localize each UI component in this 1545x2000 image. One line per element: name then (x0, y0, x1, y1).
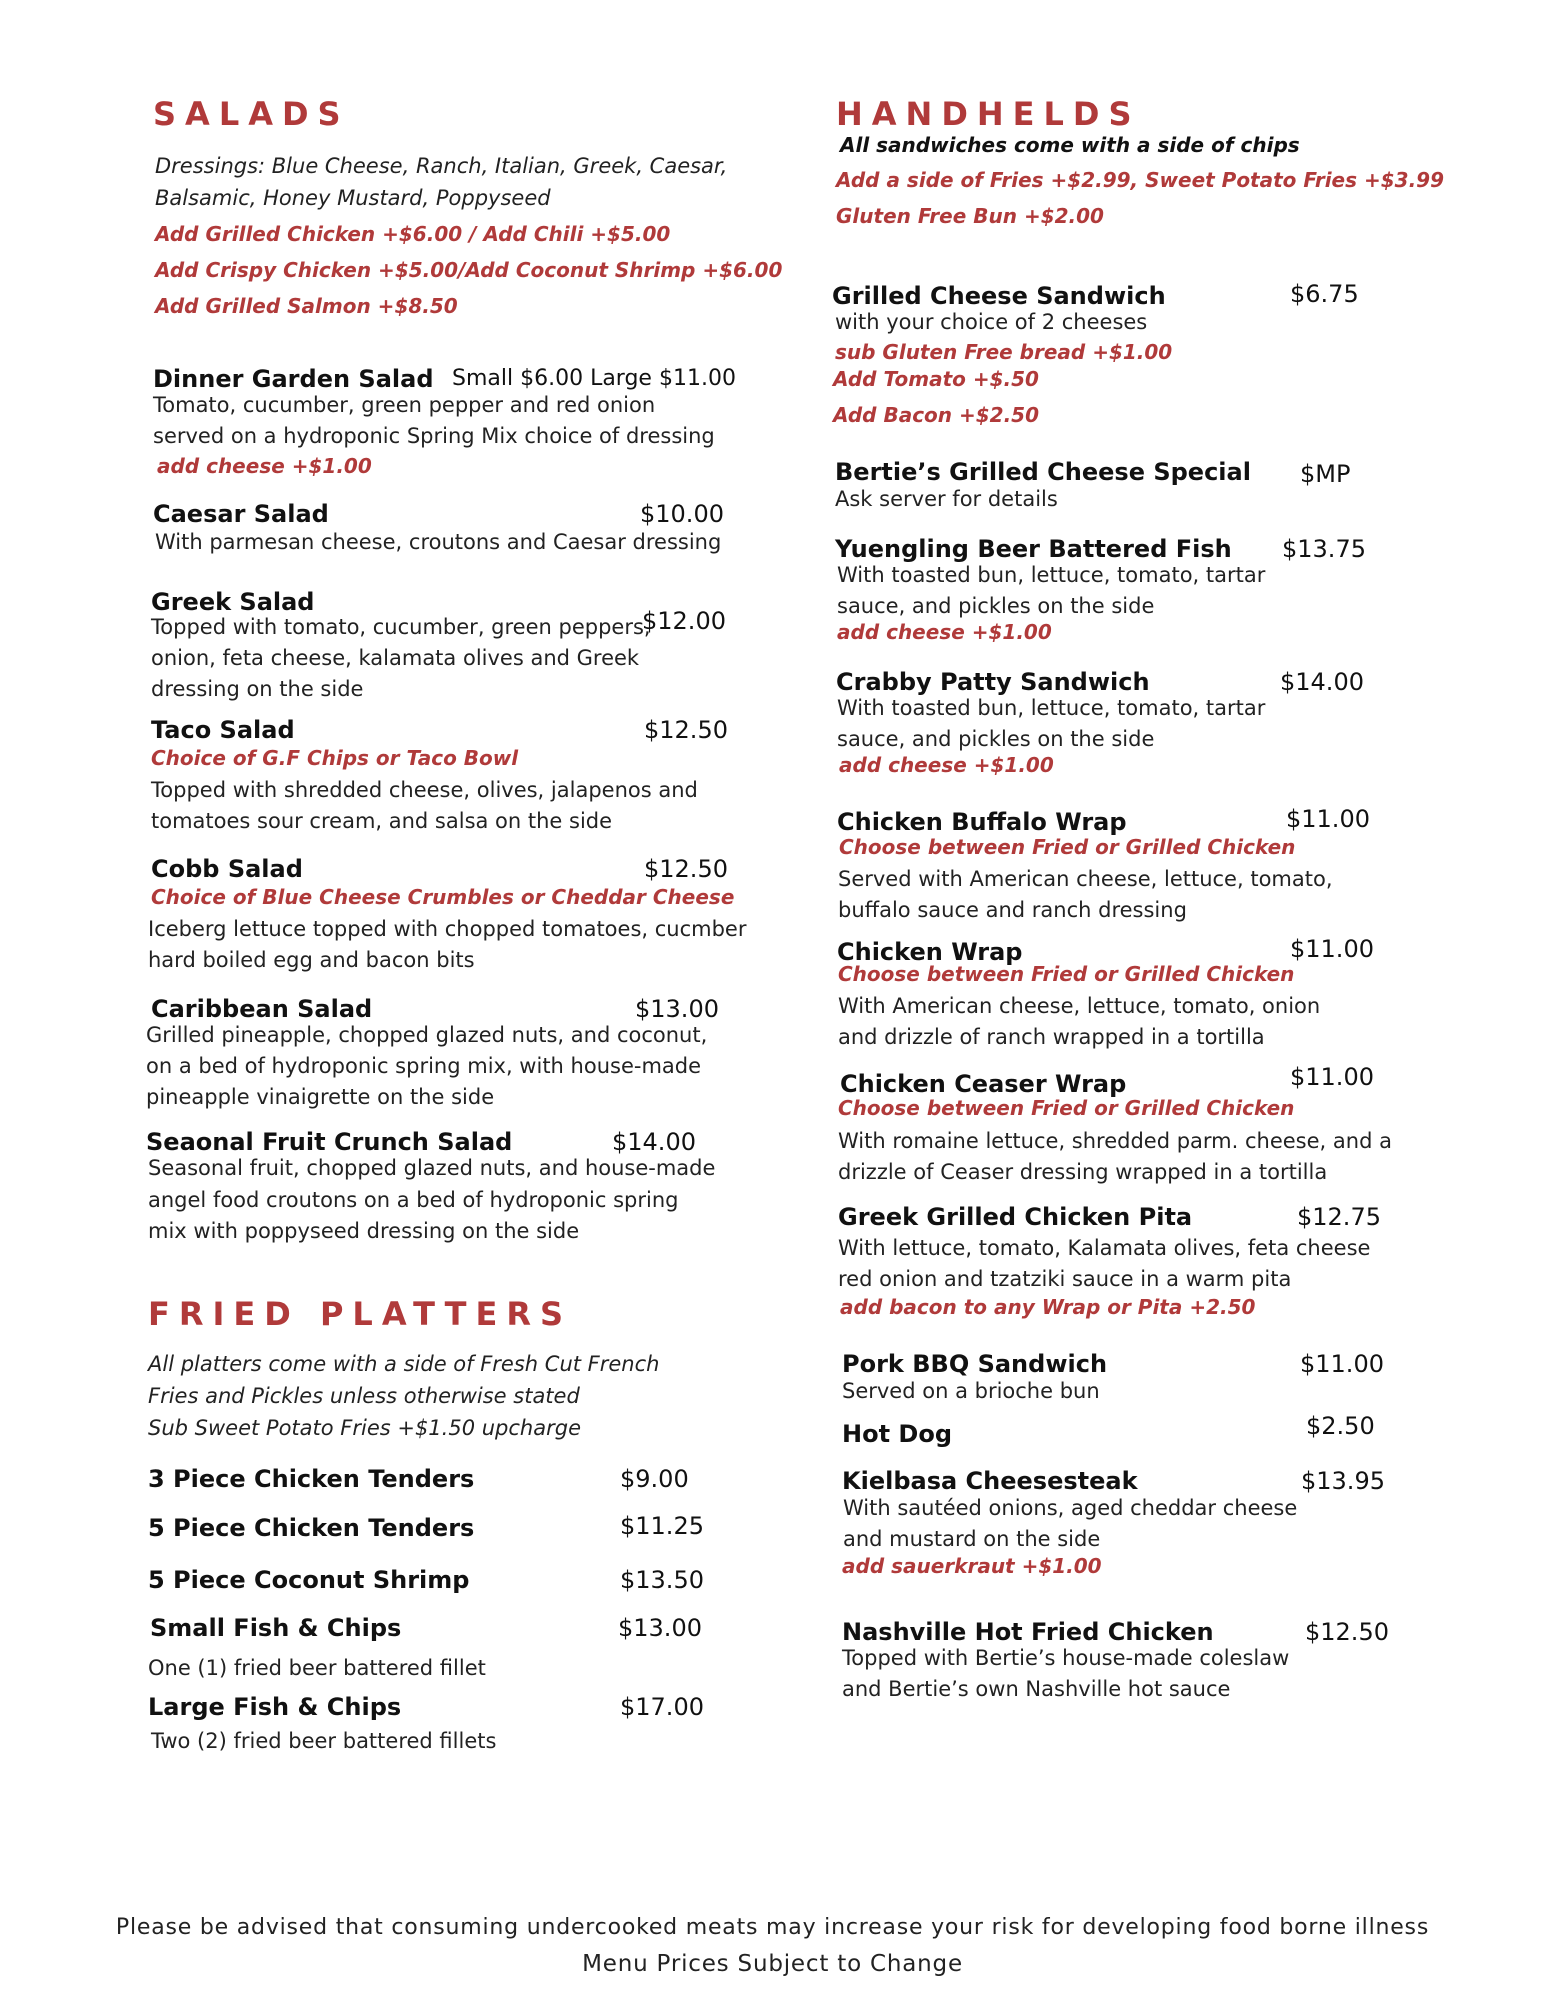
item-name: 3 Piece Chicken Tenders (148, 1465, 475, 1493)
item-price: $12.50 (1305, 1618, 1389, 1646)
item-name: Chicken Buffalo Wrap (837, 808, 1127, 836)
item-desc: Grilled pineapple, chopped glazed nuts, and coconut, (146, 1023, 708, 1047)
handhelds-subtitle: All sandwiches come with a side of chips (840, 133, 1300, 157)
fried-intro-3: Sub Sweet Potato Fries +$1.50 upcharge (148, 1416, 581, 1440)
fried-platters-heading: FRIED PLATTERS (148, 1295, 573, 1333)
item-price: $2.50 (1306, 1412, 1375, 1440)
item-desc: and Bertie’s own Nashville hot sauce (842, 1677, 1231, 1701)
item-note: sub Gluten Free bread +$1.00 (835, 340, 1173, 364)
item-note: Choice of G.F Chips or Taco Bowl (151, 746, 519, 770)
item-price: $9.00 (620, 1465, 689, 1493)
item-name: Small Fish & Chips (150, 1614, 402, 1642)
item-desc: With toasted bun, lettuce, tomato, tartar (837, 696, 1266, 720)
handhelds-heading: HANDHELDS (836, 95, 1141, 133)
item-name: Cobb Salad (151, 855, 303, 883)
item-desc: onion, feta cheese, kalamata olives and Greek (151, 646, 640, 670)
item-note: Add Tomato +$.50 (833, 367, 1039, 391)
item-note: Choose between Fried or Grilled Chicken (838, 962, 1295, 986)
item-desc: Served on a brioche bun (842, 1379, 1100, 1403)
item-desc: With toasted bun, lettuce, tomato, tartar (837, 563, 1266, 587)
item-desc: Iceberg lettuce topped with chopped tomatoes, cucmber (148, 917, 747, 941)
item-desc: buffalo sauce and ranch dressing (838, 898, 1187, 922)
item-name: Seaonal Fruit Crunch Salad (146, 1128, 513, 1156)
salad-addon-3: Add Grilled Salmon +$8.50 (155, 294, 458, 318)
item-price: $10.00 (640, 500, 724, 528)
footer (0, 1910, 1545, 1982)
item-desc: One (1) fried beer battered fillet (148, 1656, 486, 1680)
item-desc: With romaine lettuce, shredded parm. cheese, and a (838, 1129, 1392, 1153)
item-name: Grilled Cheese Sandwich (832, 282, 1166, 310)
item-desc: With sautéed onions, aged cheddar cheese (843, 1496, 1298, 1520)
fried-intro-2: Fries and Pickles unless otherwise stated (148, 1384, 580, 1408)
item-name: Caesar Salad (153, 500, 329, 528)
item-price: $12.75 (1297, 1203, 1381, 1231)
item-desc: tomatoes sour cream, and salsa on the side (151, 809, 613, 833)
item-name: Hot Dog (842, 1420, 952, 1448)
item-desc: sauce, and pickles on the side (837, 594, 1155, 618)
item-price: $12.00 (642, 607, 726, 635)
item-desc: Served with American cheese, lettuce, tomato, (838, 867, 1333, 891)
item-price: $11.00 (1286, 805, 1370, 833)
item-name: Chicken Wrap (837, 938, 1023, 966)
item-name: Large Fish & Chips (148, 1693, 402, 1721)
footer-prices-note: Menu Prices Subject to Change (582, 1951, 963, 1977)
item-desc: Ask server for details (835, 487, 1058, 511)
salad-addon-1: Add Grilled Chicken +$6.00 / Add Chili +$5.00 (155, 222, 671, 246)
dressings-line-2: Balsamic, Honey Mustard, Poppyseed (155, 186, 551, 210)
item-desc: With parmesan cheese, croutons and Caesar dressing (155, 530, 722, 554)
item-note: Choose between Fried or Grilled Chicken (839, 835, 1296, 859)
item-note: Choice of Blue Cheese Crumbles or Cheddar Cheese (151, 885, 735, 909)
item-price: $14.00 (612, 1128, 696, 1156)
item-price: $12.50 (644, 716, 728, 744)
item-name: Crabby Patty Sandwich (836, 668, 1150, 696)
item-desc: With American cheese, lettuce, tomato, onion (838, 994, 1321, 1018)
item-name: Kielbasa Cheesesteak (842, 1467, 1138, 1495)
item-note: add cheese +$1.00 (837, 620, 1052, 644)
item-price: $14.00 (1280, 668, 1364, 696)
item-desc: mix with poppyseed dressing on the side (148, 1219, 580, 1243)
handheld-addon-2: Gluten Free Bun +$2.00 (836, 204, 1104, 228)
item-name: Yuengling Beer Battered Fish (835, 535, 1232, 563)
item-desc: served on a hydroponic Spring Mix choice of dressing (153, 424, 715, 448)
item-price: $11.00 (1290, 1063, 1374, 1091)
item-name: 5 Piece Coconut Shrimp (148, 1566, 470, 1594)
item-desc: with your choice of 2 cheeses (835, 310, 1148, 334)
item-price: $11.25 (620, 1512, 704, 1540)
item-desc: on a bed of hydroponic spring mix, with house-made (146, 1054, 702, 1078)
item-desc: and mustard on the side (843, 1527, 1101, 1551)
item-price: $13.50 (620, 1566, 704, 1594)
item-desc: angel food croutons on a bed of hydroponic spring (148, 1188, 679, 1212)
item-price: $MP (1300, 460, 1351, 488)
item-desc: Topped with Bertie’s house-made coleslaw (842, 1646, 1290, 1670)
item-price: $13.75 (1282, 535, 1366, 563)
salad-addon-2: Add Crispy Chicken +$5.00/Add Coconut Shrimp +$6.00 (155, 258, 783, 282)
fried-intro-1: All platters come with a side of Fresh Cut French (148, 1352, 660, 1376)
item-name: Caribbean Salad (151, 995, 373, 1023)
item-price: $11.00 (1290, 935, 1374, 963)
item-desc: Topped with shredded cheese, olives, jalapenos and (151, 778, 698, 802)
item-name: Pork BBQ Sandwich (842, 1350, 1108, 1378)
item-desc: With lettuce, tomato, Kalamata olives, feta cheese (838, 1236, 1371, 1260)
item-note: add cheese +$1.00 (839, 753, 1054, 777)
item-price: $13.00 (618, 1614, 702, 1642)
item-name: 5 Piece Chicken Tenders (148, 1514, 475, 1542)
item-price: $13.00 (635, 995, 719, 1023)
item-desc: Topped with tomato, cucumber, green peppers, (151, 615, 651, 639)
item-desc: drizzle of Ceaser dressing wrapped in a tortilla (838, 1160, 1328, 1184)
item-note: add cheese +$1.00 (157, 454, 372, 478)
item-desc: pineapple vinaigrette on the side (146, 1085, 495, 1109)
item-price: $13.95 (1301, 1467, 1385, 1495)
item-desc: hard boiled egg and bacon bits (148, 948, 475, 972)
item-desc: dressing on the side (151, 677, 364, 701)
item-name: Greek Grilled Chicken Pita (838, 1203, 1193, 1231)
item-desc: Tomato, cucumber, green pepper and red onion (153, 393, 656, 417)
item-price: $17.00 (620, 1693, 704, 1721)
item-price: $11.00 (1300, 1350, 1384, 1378)
dressings-line-1: Dressings: Blue Cheese, Ranch, Italian, Greek, Caesar, (155, 154, 728, 178)
item-note: add bacon to any Wrap or Pita +2.50 (840, 1295, 1256, 1319)
item-price: $6.75 (1290, 280, 1359, 308)
item-name: Dinner Garden Salad (153, 365, 434, 393)
item-note: Add Bacon +$2.50 (833, 403, 1040, 427)
salads-heading: SALADS (153, 95, 350, 133)
item-desc: sauce, and pickles on the side (837, 727, 1155, 751)
footer-warning: Please be advised that consuming undercooked meats may increase your risk for developing food borne illness (115, 1915, 1430, 1940)
item-name: Chicken Ceaser Wrap (840, 1070, 1127, 1098)
item-desc: Two (2) fried beer battered fillets (151, 1729, 497, 1753)
handheld-addon-1: Add a side of Fries +$2.99, Sweet Potato Fries +$3.99 (836, 168, 1445, 192)
item-name: Nashville Hot Fried Chicken (842, 1618, 1214, 1646)
item-price: $12.50 (644, 855, 728, 883)
item-desc: and drizzle of ranch wrapped in a tortilla (838, 1025, 1265, 1049)
item-note: add sauerkraut +$1.00 (842, 1554, 1102, 1578)
item-name: Greek Salad (151, 588, 315, 616)
item-note: Choose between Fried or Grilled Chicken (838, 1096, 1295, 1120)
item-price: Small $6.00 Large $11.00 (452, 366, 736, 391)
item-name: Bertie’s Grilled Cheese Special (835, 458, 1251, 486)
item-desc: Seasonal fruit, chopped glazed nuts, and house-made (148, 1156, 716, 1180)
item-name: Taco Salad (151, 716, 295, 744)
item-desc: red onion and tzatziki sauce in a warm pita (838, 1267, 1292, 1291)
